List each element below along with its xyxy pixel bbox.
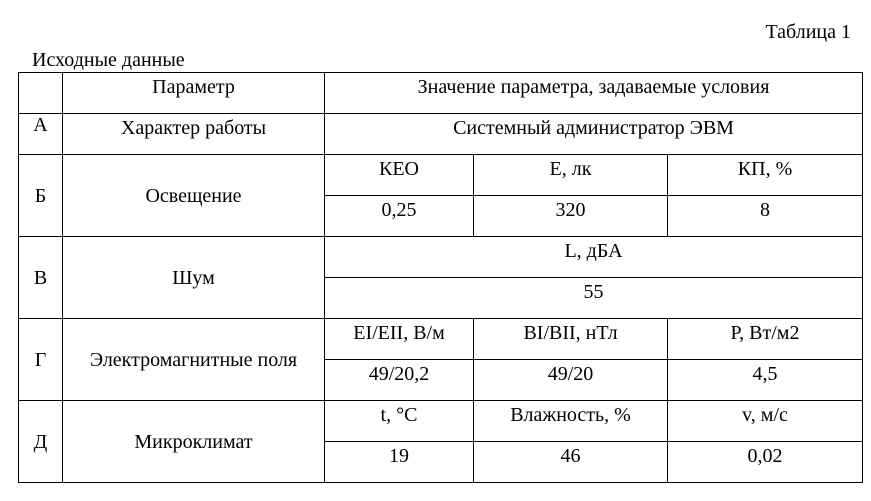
row-name: Характер работы [63, 114, 325, 155]
sub-header: ВI/ВII, нТл [474, 319, 668, 360]
sub-header: Е, лк [474, 155, 668, 196]
sub-value: 0,02 [668, 442, 863, 483]
sub-header: КП, % [668, 155, 863, 196]
table-number: Таблица 1 [765, 21, 851, 43]
row-b-headers [19, 155, 863, 196]
sub-header: v, м/с [668, 401, 863, 442]
row-v-header [19, 237, 863, 278]
sub-header: КЕО [325, 155, 474, 196]
sub-value: 49/20 [474, 360, 668, 401]
header-value: Значение параметра, задаваемые условия [325, 73, 863, 114]
sub-value: 8 [668, 196, 863, 237]
sub-value: 49/20,2 [325, 360, 474, 401]
row-letter: Д [19, 401, 63, 483]
sub-header: L, дБА [325, 237, 863, 278]
sub-header: ЕI/ЕII, В/м [325, 319, 474, 360]
row-g-headers [19, 319, 863, 360]
sub-header: Влажность, % [474, 401, 668, 442]
header-letter-cell [19, 73, 63, 114]
row-letter: Г [19, 319, 63, 401]
row-letter: А [19, 114, 63, 155]
sub-value: 0,25 [325, 196, 474, 237]
source-data-table [18, 72, 863, 483]
row-letter: В [19, 237, 63, 319]
row-a [19, 114, 863, 155]
row-name: Освещение [63, 155, 325, 237]
row-d-headers [19, 401, 863, 442]
row-letter: Б [19, 155, 63, 237]
row-name: Электромагнитные поля [63, 319, 325, 401]
header-parameter: Параметр [63, 73, 325, 114]
sub-value: 46 [474, 442, 668, 483]
sub-value: 320 [474, 196, 668, 237]
row-value: Системный администратор ЭВМ [325, 114, 863, 155]
row-name: Шум [63, 237, 325, 319]
header-row [19, 73, 863, 114]
sub-value: 19 [325, 442, 474, 483]
sub-header: Р, Вт/м2 [668, 319, 863, 360]
sub-value: 55 [325, 278, 863, 319]
row-name: Микроклимат [63, 401, 325, 483]
table-title: Исходные данные [32, 49, 185, 71]
sub-value: 4,5 [668, 360, 863, 401]
sub-header: t, °С [325, 401, 474, 442]
